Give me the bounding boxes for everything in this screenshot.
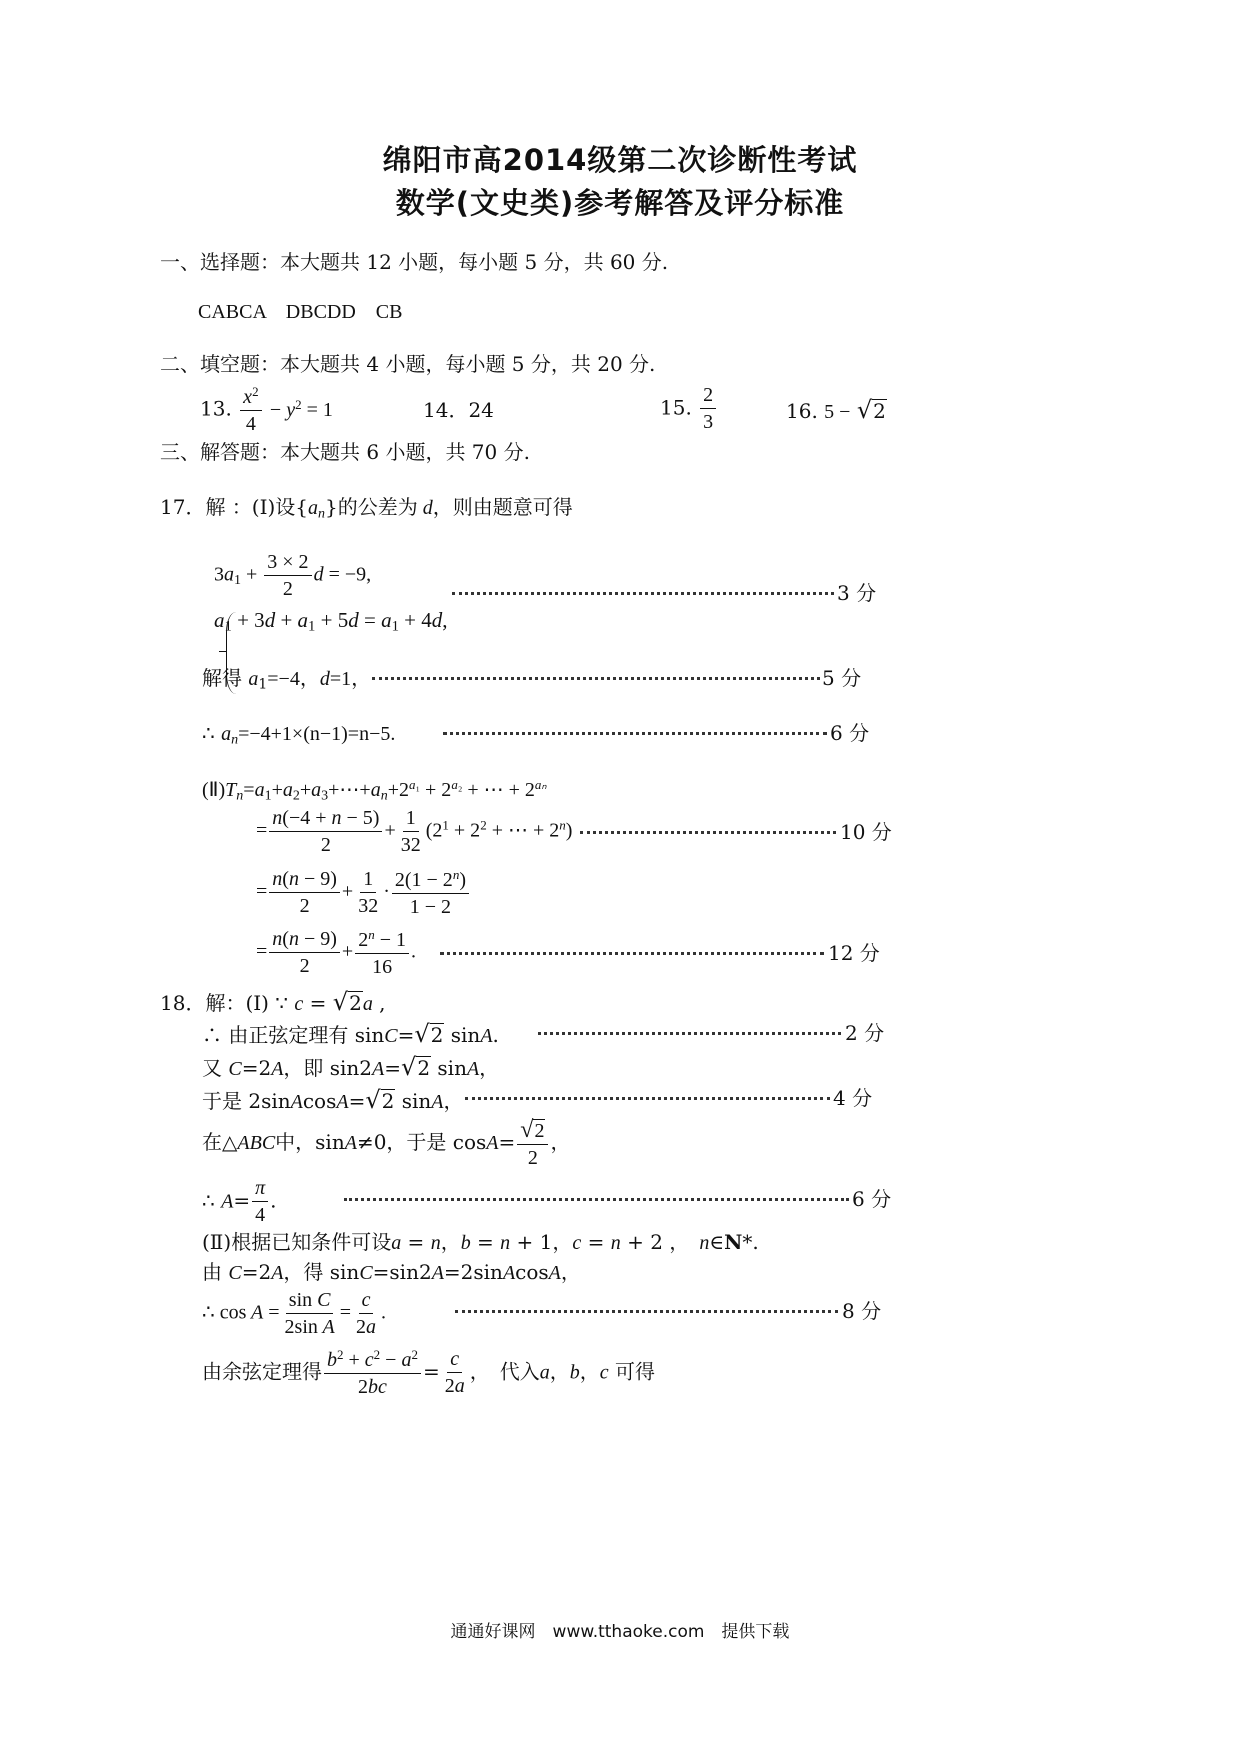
score-10: 10 分 [840,820,892,844]
q17-intro: 17．解 ：(Ⅰ)设$\{a_n\}$的公差为 d，则由题意可得 [160,495,573,522]
solve-d: =1， [329,668,372,690]
q18-line8: ∴ cos A = $\frac{\text{sin C}}{\text{2sin A}}$ = $\frac{c}{2a}$ . [202,1289,387,1338]
q18-line1-text: ∴ 由正弦定理有 sin [202,1023,385,1047]
q18-line4-text-3: ≠0，于是 cos [356,1130,487,1154]
answer-13-label: 13. [200,396,232,421]
solve-a1: =−4， [267,668,320,690]
answer-14: 14．24 [423,398,494,422]
q17-part2-line4: = $\frac{n(n - 9)}{2}$ + $\frac{2^n - 1}{16}$ . [256,927,416,979]
score-leader [538,1032,841,1035]
fraction: $\frac{1}{32}$ [400,807,421,856]
answer-15 [660,385,718,433]
fraction: $\frac{2}{3}$ [700,385,716,433]
score-leader [465,1097,830,1100]
score-leader [455,1310,838,1313]
q18-line3-text: 于是 2sin [202,1089,291,1113]
score-5: 5 分 [822,666,862,690]
sqrt: √ 2 [414,1020,444,1048]
q18-line4-text: 在△ [202,1130,238,1154]
fraction: $\frac{3 \times 2}{2}$ [264,552,311,600]
sqrt: √ 2 [365,1086,395,1114]
score-2: 2 分 [845,1021,885,1045]
q18-line4: 在△ABC中，sinA≠0，于是 cosA= √ 2 2 ， [202,1117,571,1169]
system-brace-tip [219,651,227,652]
fraction: $\frac{n(n - 9)}{2}$ [269,869,340,917]
fraction: $\frac{2(1 - 2^n)}{1 - 2}$ [392,868,469,918]
score-leader [580,831,836,834]
q18-line5: ∴ A= $\frac{\pi}{4}$ . [202,1177,277,1226]
q17-solve-line: 解得 $a_1=-4$，d=1， [202,666,372,693]
fraction: $\frac{c}{2a}$ [356,1289,377,1338]
answer-13: 13. $\frac{x^2}{4}$ − $y^2 = 1$ [200,384,333,436]
fraction: $\frac{c}{2a}$ [444,1348,465,1398]
q18-line7: 由 C=2A，得 sinC=sin2A=2sinAcosA， [202,1260,581,1284]
fraction: √ 2 2 [517,1118,548,1169]
q17-part2-line1: $(Ⅱ)T_n=a_1+a_2+a_3+\cdots+a_n+2^{a_1} + 2^{a_2}$ + ⋯ + $2^{a_n}$ [202,777,547,804]
answer-16-label: 16. [786,399,818,423]
solve-text: 解得 [202,666,242,690]
fraction: $\frac{n(-4 + n - 5)}{2}$ [269,808,382,856]
q18-intro: 18．解：(Ⅰ) ∵ c = √ 2 a , [160,988,386,1016]
q17-equation-2: $a_1 + 3d + a_1 + 5d = a_1 + 4d$, [214,608,448,635]
fraction: $\frac{2^n - 1}{16}$ [355,928,409,978]
score-4: 4 分 [833,1086,873,1110]
choice-answers: CABCA DBCDD CB [198,301,403,323]
score-8: 8 分 [842,1299,882,1323]
answer-16-radicand: 2 [873,399,886,423]
q18-line4-text-2: 中，sin [275,1130,345,1154]
section3-heading: 三、解答题：本大题共 6 小题，共 70 分. [160,440,530,464]
q18-line2: 又 C=2A，即 sin2A= √ 2 sinA， [202,1053,500,1081]
sqrt: √ 2 [401,1053,431,1081]
score-leader [452,592,834,595]
q18-line7-text: 由 [202,1260,222,1284]
q18-line7-text-2: ，得 sin [283,1260,360,1284]
q18-line6-text: (Ⅱ)根据已知条件可设 [202,1230,392,1254]
q18-line1: ∴ 由正弦定理有 sinC= √ 2 sinA. [202,1020,499,1048]
q18-line9-text: 由余弦定理得 [202,1359,322,1384]
fraction: $\frac{\pi}{4}$ [252,1178,268,1226]
answer-15-label: 15. [660,395,692,420]
score-leader [443,732,827,735]
score-6: 6 分 [830,721,870,745]
an-formula: =−4+1×(n−1)=n−5. [238,723,396,745]
q18-line9-text-2: ， 代入 [469,1359,540,1384]
sqrt: √ 2 [856,396,886,424]
q17-intro-text-2: }的公差为 [325,495,418,519]
fraction: $\frac{n(n - 9)}{2}$ [269,929,340,977]
q18-line9-text-3: 可得 [614,1359,655,1384]
score-6b: 6 分 [852,1187,892,1211]
q18-line6: (Ⅱ)根据已知条件可设a = n，b = n + 1，c = n + 2 ， n∈N*. [202,1230,759,1254]
fraction: $\frac{1}{32}$ [358,868,379,918]
score-3: 3 分 [837,581,877,605]
q18-line2-text: 又 [202,1056,222,1080]
q17-equation-1: $3a_1$ + $\frac{3 \times 2}{2}$ d = −9, [214,551,372,600]
score-leader [372,677,820,680]
q18-line3: 于是 2sinAcosA= √ 2 sinA， [202,1086,464,1114]
fraction: $\frac{\text{sin C}}{\text{2sin A}}$ [284,1289,335,1338]
sqrt: √ 2 [332,988,362,1016]
footer-watermark: 通通好课网 www.tthaoke.com 提供下载 [450,1622,790,1642]
answer-16-value: 5 − [824,401,851,423]
q17-part2-line2: = $\frac{n(-4 + n - 5)}{2}$ + $\frac{1}{32}$ ($2^1 + 2^2$ + ⋯ + $2^n$) [256,807,573,856]
score-leader [344,1198,849,1201]
q17-an-line: ∴ $a_n=-4+1\times(n-1)=n-5$. [202,721,396,748]
q18-intro-text: 18．解：(Ⅰ) ∵ [160,991,289,1015]
section2-heading: 二、填空题：本大题共 4 小题，每小题 5 分，共 20 分. [160,352,656,376]
q18-line9: 由余弦定理得 $\frac{b^2 + c^2 - a^2}{2bc}$ = $\frac{c}{2a}$ ， 代入a，b，c 可得 [202,1347,655,1399]
q17-intro-text-3: ，则由题意可得 [432,495,573,519]
title-line-1: 绵阳市高2014级第二次诊断性考试 [382,143,858,177]
score-leader [440,952,824,955]
q18-line2-text-2: ，即 sin2 [283,1056,373,1080]
q17-part2-line3: = $\frac{n(n - 9)}{2}$ + $\frac{1}{32}$ · $\frac{2(1 - 2^n)}{1 - 2}$ [256,868,471,918]
fraction: $\frac{x^2}{4}$ [240,385,261,435]
section1-heading: 一、选择题：本大题共 12 小题，每小题 5 分，共 60 分. [160,250,669,274]
q17-intro-text: 17．解 ：(Ⅰ)设{ [160,495,309,519]
fraction: $\frac{b^2 + c^2 - a^2}{2bc}$ [324,1348,421,1398]
title-line-2: 数学(文史类)参考解答及评分标准 [395,186,845,220]
answer-16 [786,398,887,422]
score-12: 12 分 [828,941,880,965]
